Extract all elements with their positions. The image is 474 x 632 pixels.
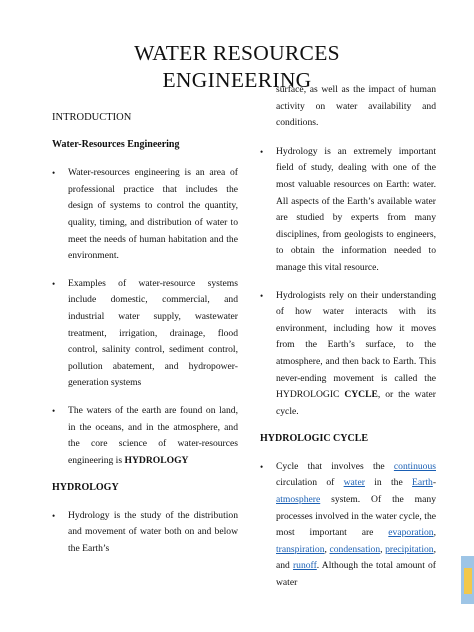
paragraph-text: Water-resources engineering is an area of professional practice that includes the design of systems to control the quantity, quality, timing, and distribution of water to meet the needs of human habitation and the environment. <box>68 167 238 262</box>
hydrology-term: HYDROLOGY <box>124 454 189 466</box>
link-water[interactable]: water <box>343 477 365 489</box>
paragraph-text: Hydrology is an extremely important field of study, dealing with one of the most valuable resources on Earth: water. All aspects of the Earth’s available water are studied by experts from many disciplines, from geologists to engineers, to obtain the information needed to manage this vital resource. <box>276 145 436 273</box>
link-transpiration[interactable]: transpiration <box>276 543 325 555</box>
link-runoff[interactable]: runoff <box>292 560 317 572</box>
link-evaporation[interactable]: evaporation <box>388 527 434 539</box>
paragraph-text: Examples of water-resource systems include domestic, commercial, and industrial water supply, wastewater treatment, irrigation, drainage, flood control, salinity control, sediment control, pollution abatement, and hydropower-generation systems <box>68 277 238 389</box>
list-item <box>52 276 238 392</box>
paragraph-text: Hydrology is the study of the distribution and movement of water both on and below the Earth’s <box>68 509 238 555</box>
link-earth[interactable]: Earth <box>412 477 433 489</box>
bullet-icon: • <box>260 146 264 157</box>
water-resources-subheading: Water-Resources Engineering <box>52 138 180 150</box>
list-item <box>52 403 238 469</box>
link-atmosphere[interactable]: atmosphere <box>276 494 321 506</box>
paragraph-text: Hydrologists rely on their understanding of how water interacts with its environment, including how it moves from the Earth’s surface, to the atmosphere, and then back to Earth. This never-ending movement is called the HYDROLOGIC <box>276 289 436 401</box>
hydrologic-cycle-heading: HYDROLOGIC CYCLE <box>260 433 369 445</box>
bullet-icon: • <box>52 510 56 521</box>
list-item <box>260 288 436 421</box>
text-segment: circulation of <box>276 477 344 489</box>
side-thumbnail-tab[interactable] <box>461 556 474 604</box>
text-segment: - <box>432 477 437 489</box>
cycle-term: CYCLE <box>344 389 378 401</box>
introduction-heading: INTRODUCTION <box>52 112 132 123</box>
continued-paragraph: surface, as well as the impact of human activity on water availability and conditions. <box>276 84 436 129</box>
title-line-2: ENGINEERING <box>162 68 312 92</box>
bullet-icon: • <box>52 405 56 416</box>
right-column <box>260 82 436 603</box>
title-line-1: WATER RESOURCES <box>134 41 340 65</box>
bullet-icon: • <box>260 290 264 301</box>
bullet-icon: • <box>52 168 56 179</box>
text-segment: in the <box>364 477 413 489</box>
list-item <box>52 165 238 265</box>
text-segment: system. Of the many processes involved in the water cycle, the most important are <box>276 494 436 539</box>
text-segment: Cycle that involves the <box>276 460 394 472</box>
text-segment: . Although the total amount of water <box>276 560 436 589</box>
list-item <box>260 144 436 277</box>
list-item <box>260 459 436 592</box>
left-column <box>52 106 238 569</box>
link-precipitation[interactable]: precipitation <box>385 543 434 555</box>
hydrology-heading: HYDROLOGY <box>52 482 119 494</box>
link-continuous[interactable]: continuous <box>393 460 436 472</box>
list-item <box>52 508 238 558</box>
text-segment: , and <box>276 543 437 572</box>
bullet-icon: • <box>260 461 264 472</box>
text-segment: , <box>433 527 436 539</box>
text-segment: , <box>380 543 386 555</box>
bullet-icon: • <box>52 278 56 289</box>
text-segment: , <box>324 543 330 555</box>
thumbnail-marker <box>464 568 472 594</box>
link-condensation[interactable]: condensation <box>329 543 381 555</box>
paragraph-text-end: , or the water cycle. <box>276 389 436 417</box>
paragraph-text: The waters of the earth are found on land, in the oceans, and in the atmosphere, and the core science of water-resources engineering is <box>68 404 238 466</box>
